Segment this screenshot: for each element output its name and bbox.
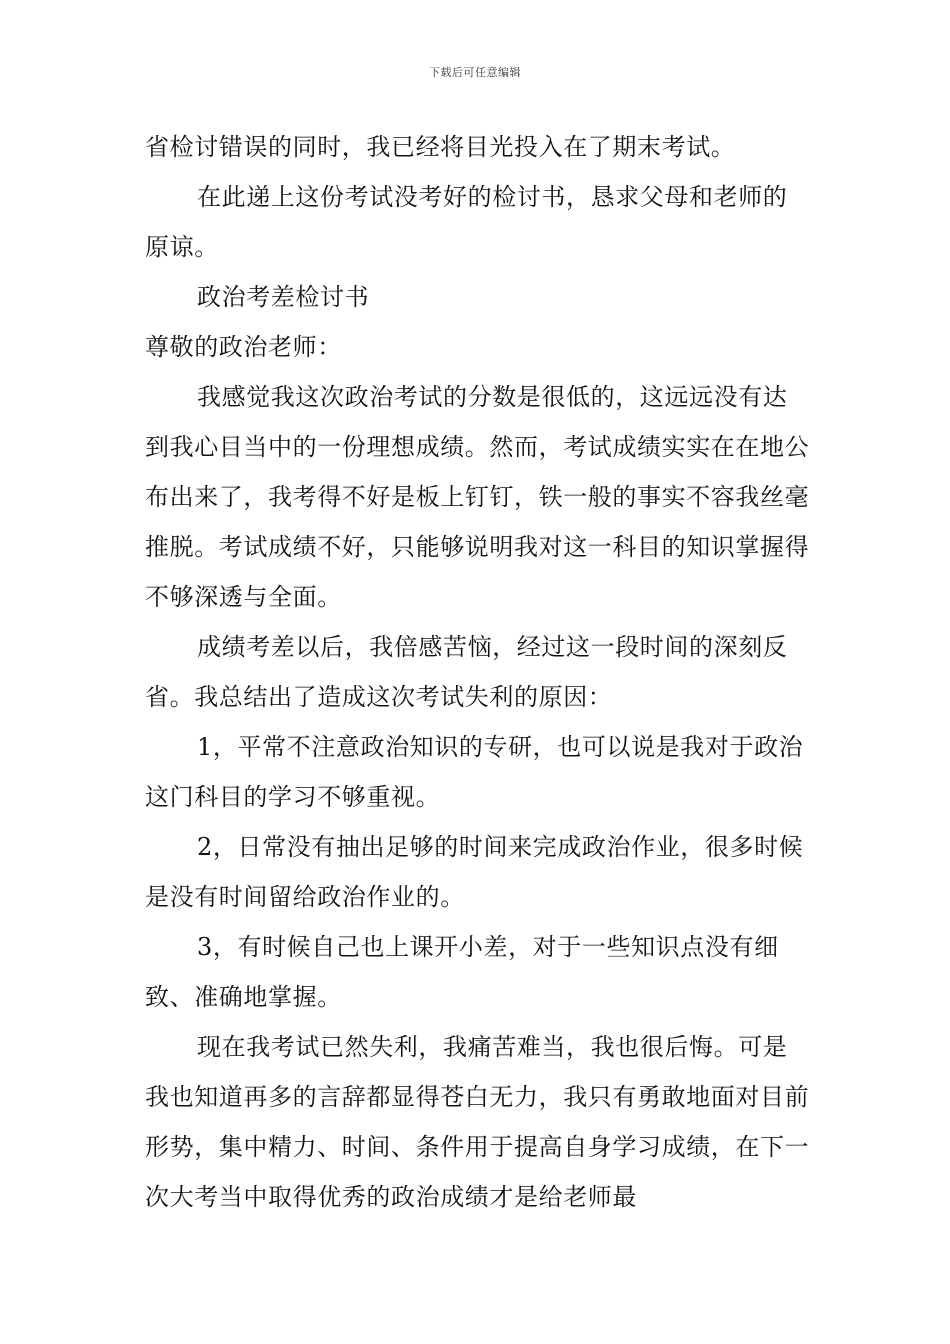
paragraph: 我感觉我这次政治考试的分数是很低的，这远远没有达到我心目当中的一份理想成绩。然而，考试成绩实实在在地公布出来了，我考得不好是板上钉钉，铁一般的事实不容我丝毫推脱。考试成绩不好，只能够说明我对这一科目的知识掌握得不够深透与全面。 [145,383,810,611]
salutation: 尊敬的政治老师： [145,333,342,361]
list-item: 3，有时候自己也上课开小差，对于一些知识点没有细致、准确地掌握。 [145,933,779,1011]
paragraph: 在此递上这份考试没考好的检讨书，恳求父母和老师的原谅。 [145,183,788,261]
document-body [145,122,810,1222]
paragraph: 现在我考试已然失利，我痛苦难当，我也很后悔。可是我也知道再多的言辞都显得苍白无力，我只有勇敢地面对目前形势，集中精力、时间、条件用于提高自身学习成绩，在下一次大考当中取得优秀的政治成绩才是给老师最 [145,1033,810,1211]
paragraph: 成绩考差以后，我倍感苦恼，经过这一段时间的深刻反省。我总结出了造成这次考试失利的原因： [145,633,788,711]
page-header: 下载后可任意编辑 [429,66,521,79]
paragraph-continuation: 省检讨错误的同时，我已经将目光投入在了期末考试。 [145,133,736,161]
section-title: 政治考差检讨书 [197,283,370,311]
list-item: 1，平常不注意政治知识的专研，也可以说是我对于政治这门科目的学习不够重视。 [145,733,804,811]
list-item: 2，日常没有抽出足够的时间来完成政治作业，很多时候是没有时间留给政治作业的。 [145,833,804,911]
